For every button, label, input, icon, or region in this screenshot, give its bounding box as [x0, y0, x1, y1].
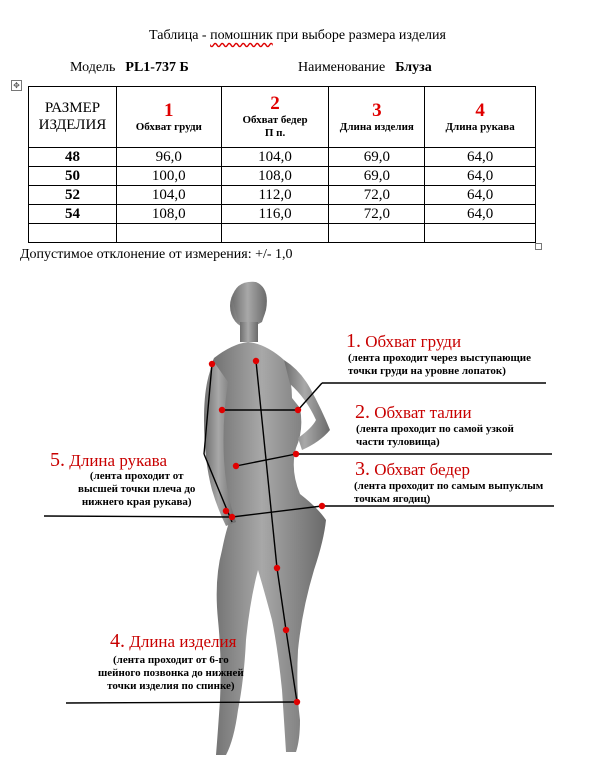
hips-cell: 108,0	[221, 167, 329, 186]
model-line	[70, 60, 189, 76]
chest-cell: 100,0	[116, 167, 221, 186]
column-header-length: 3 Длина изделия	[329, 87, 425, 148]
callout-title-waist: 2. Обхват талии	[355, 401, 472, 423]
product-name-line	[298, 60, 432, 76]
sleeve-cell: 64,0	[425, 205, 536, 224]
tolerance-note: Допустимое отклонение от измерения: +/- 1,0	[20, 247, 293, 262]
column-header-sleeve: 4 Длина рукава	[425, 87, 536, 148]
product-label: Наименование	[298, 60, 386, 75]
callout-desc-chest: (лента проходит через выступающие точки груди на уровне лопаток)	[348, 352, 532, 377]
size-table	[28, 86, 536, 243]
table-row	[29, 205, 536, 224]
callout-desc-hips: (лента проходит по самым выпуклым точкам ягодиц)	[354, 480, 544, 505]
size-cell: 54	[29, 205, 117, 224]
hips-cell: 112,0	[221, 186, 329, 205]
table-move-handle-icon[interactable]: ✥	[11, 80, 22, 91]
callout-desc-sleeve: (лента проходит от высшей точки плеча до нижнего края рукава)	[78, 470, 196, 508]
callout-title-sleeve: 5. Длина рукава	[50, 449, 167, 471]
table-row-empty	[29, 224, 536, 243]
chest-cell: 104,0	[116, 186, 221, 205]
sleeve-cell: 64,0	[425, 148, 536, 167]
length-cell: 72,0	[329, 205, 425, 224]
size-cell: 52	[29, 186, 117, 205]
length-cell: 72,0	[329, 186, 425, 205]
model-value: PL1-737 Б	[125, 60, 189, 75]
length-cell: 69,0	[329, 167, 425, 186]
table-row	[29, 186, 536, 205]
callout-title-hips: 3. Обхват бедер	[355, 458, 471, 480]
size-cell: 50	[29, 167, 117, 186]
hips-cell: 104,0	[221, 148, 329, 167]
callout-title-chest: 1. Обхват груди	[346, 330, 462, 352]
size-column-header: РАЗМЕР ИЗДЕЛИЯ	[29, 87, 117, 148]
column-header-hips: 2 Обхват бедер П п.	[221, 87, 329, 148]
size-cell: 48	[29, 148, 117, 167]
body-silhouette-figure	[0, 270, 595, 775]
callout-desc-length: (лента проходит от 6-го шейного позвонка до нижней точки изделия по спинке)	[98, 654, 244, 692]
page-title: Таблица - помошник при выборе размера изделия	[149, 28, 446, 43]
table-resize-handle[interactable]	[535, 243, 542, 250]
hips-cell: 116,0	[221, 205, 329, 224]
sleeve-cell: 64,0	[425, 167, 536, 186]
chest-cell: 96,0	[116, 148, 221, 167]
callout-title-length: 4. Длина изделия	[110, 630, 237, 652]
column-header-chest: 1 Обхват груди	[116, 87, 221, 148]
model-label: Модель	[70, 60, 116, 75]
table-row	[29, 148, 536, 167]
sleeve-cell: 64,0	[425, 186, 536, 205]
product-value: Блуза	[395, 60, 432, 75]
length-cell: 69,0	[329, 148, 425, 167]
table-row	[29, 167, 536, 186]
callout-desc-waist: (лента проходит по самой узкой части туловища)	[356, 423, 514, 448]
chest-cell: 108,0	[116, 205, 221, 224]
